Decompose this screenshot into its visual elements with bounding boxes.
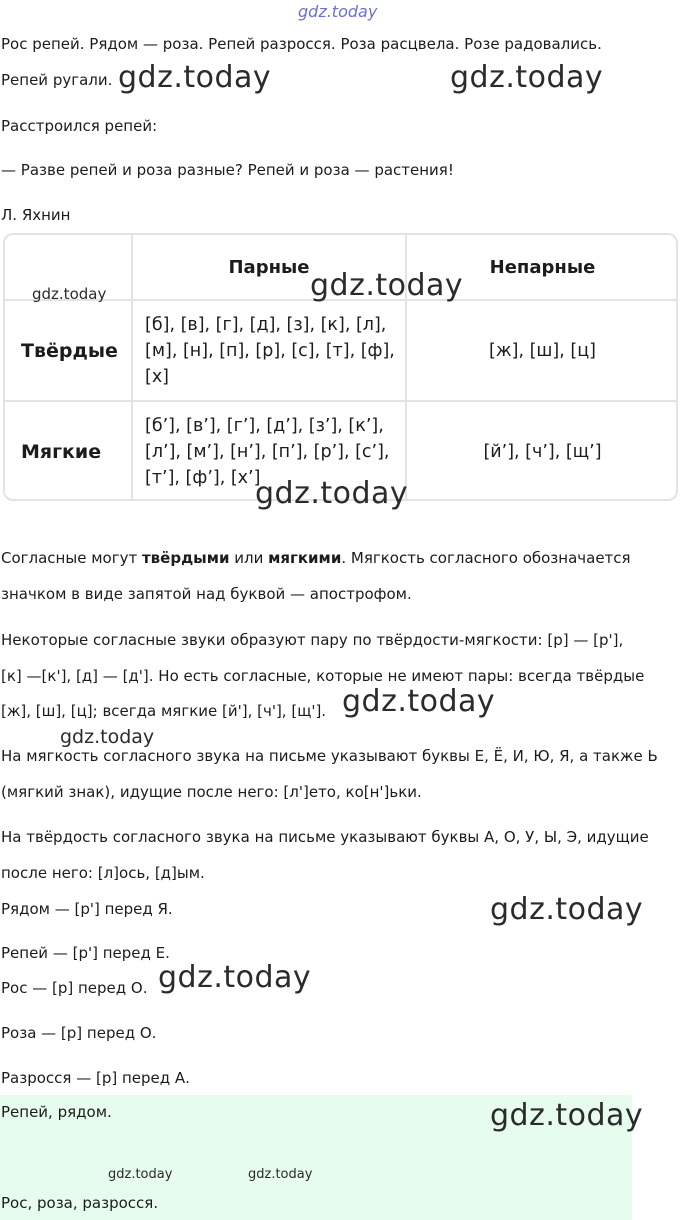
watermark: gdz.today: [490, 1098, 644, 1133]
explanation-p4-line2: после него: [л]ось, [д]ым.: [1, 864, 205, 882]
answer-hard-words: Рос, роза, разросся.: [1, 1194, 159, 1212]
analysis-line: Рядом — [р'] перед Я.: [1, 900, 173, 918]
explanation-p4-line1: На твёрдость согласного звука на письме указывают буквы А, О, У, Ы, Э, идущие: [1, 828, 649, 846]
explanation-p1-line1: Согласные могут твёрдыми или мягкими. Мягкость согласного обозначается: [1, 549, 631, 567]
watermark: gdz.today: [108, 1167, 173, 1182]
watermark: gdz.today: [158, 960, 312, 995]
watermark: gdz.today: [248, 1167, 313, 1182]
watermark: gdz.today: [32, 285, 107, 303]
story-author: Л. Яхнин: [1, 206, 71, 224]
watermark-top: gdz.today: [298, 2, 378, 21]
answer-soft-words: Репей, рядом.: [1, 1103, 112, 1121]
analysis-line: Рос — [р] перед О.: [1, 979, 148, 997]
story-line-4: — Разве репей и роза разные? Репей и роза — растения!: [1, 161, 454, 179]
cell-hard-unpaired: [ж], [ш], [ц]: [489, 340, 596, 361]
row-header-soft: Мягкие: [21, 440, 102, 463]
analysis-line: Роза — [р] перед О.: [1, 1024, 157, 1042]
row-header-hard: Твёрдые: [21, 339, 118, 362]
cell-soft-unpaired: [й’], [ч’], [щ’]: [483, 441, 602, 462]
cell-hard-paired: [б], [в], [г], [д], [з], [к], [л], [м], [н], [п], [р], [с], [т], [ф], [х]: [145, 314, 395, 387]
story-line-2: Репей ругали.: [1, 71, 113, 89]
column-header-paired: Парные: [228, 256, 310, 278]
watermark: gdz.today: [450, 60, 604, 95]
explanation-p3-line1: На мягкость согласного звука на письме указывают буквы Е, Ё, И, Ю, Я, а также Ь: [1, 747, 658, 765]
explanation-p2-line1: Некоторые согласные звуки образуют пару по твёрдости-мягкости: [р] — [р'],: [1, 631, 624, 649]
cell-soft-paired: [б’], [в’], [г’], [д’], [з’], [к’], [л’], [м’], [н’], [п’], [р’], [с’], [т’], [ф’], [х’]: [145, 415, 390, 488]
explanation-p1-line2: значком в виде запятой над буквой — апострофом.: [1, 585, 412, 603]
analysis-line: Репей — [р'] перед Е.: [1, 944, 170, 962]
explanation-p2-line2: [к] —[к'], [д] — [д']. Но есть согласные, которые не имеют пары: всегда твёрдые: [1, 667, 645, 685]
analysis-line: Разросся — [р] перед А.: [1, 1069, 190, 1087]
watermark: gdz.today: [255, 476, 409, 511]
explanation-p3-line2: (мягкий знак), идущие после него: [л']ето, ко[н']ьки.: [1, 783, 422, 801]
explanation-p2-line3: [ж], [ш], [ц]; всегда мягкие [й'], [ч'], [щ'].: [1, 702, 327, 720]
story-line-1: Рос репей. Рядом — роза. Репей разросся. Роза расцвела. Розе радовались.: [1, 35, 602, 53]
watermark: gdz.today: [60, 726, 155, 748]
watermark: gdz.today: [310, 268, 464, 303]
watermark: gdz.today: [490, 892, 644, 927]
story-line-3: Расстроился репей:: [1, 117, 158, 135]
column-header-unpaired: Непарные: [489, 256, 596, 278]
watermark: gdz.today: [342, 684, 496, 719]
watermark: gdz.today: [118, 60, 272, 95]
